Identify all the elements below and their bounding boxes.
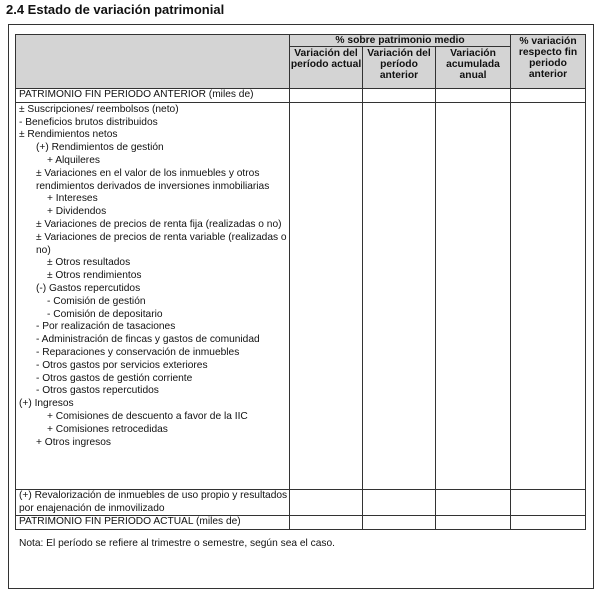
row-otros-rendimientos: ± Otros rendimientos xyxy=(47,270,142,282)
header-blank xyxy=(16,35,290,89)
header-group: % sobre patrimonio medio xyxy=(290,35,511,47)
row-gestion-corriente: - Otros gastos de gestión corriente xyxy=(36,372,193,384)
row-otros-gastos: - Otros gastos repercutidos xyxy=(36,385,159,397)
variation-table xyxy=(15,34,586,530)
row-variaciones-inmuebles: ± Variaciones en el valor de los inmuebles y otros rendimientos derivados de inversiones inmobiliarias xyxy=(36,167,270,192)
section-title: 2.4 Estado de variación patrimonial xyxy=(6,2,225,17)
row-otros-resultados: ± Otros resultados xyxy=(47,257,131,269)
row-comisiones-descuento: + Comisiones de descuento a favor de la IIC xyxy=(47,410,248,422)
row-comision-gestion: - Comisión de gestión xyxy=(47,295,146,307)
row-comisiones-retrocedidas: + Comisiones retrocedidas xyxy=(47,423,168,435)
footnote: Nota: El período se refiere al trimestre o semestre, según sea el caso. xyxy=(19,538,335,549)
row-renta-variable: ± Variaciones de precios de renta variable (realizadas o no) xyxy=(36,231,287,256)
row-otros-ingresos: + Otros ingresos xyxy=(36,436,112,448)
row-comision-depositario: - Comisión de depositario xyxy=(47,308,163,320)
header-col2: Variación del período anterior xyxy=(363,47,436,89)
row-patrimonio-anterior: PATRIMONIO FIN PERIODO ANTERIOR (miles de) xyxy=(16,89,290,103)
row-patrimonio-actual: PATRIMONIO FIN PERIODO ACTUAL (miles de) xyxy=(16,516,290,530)
header-col1: Variación del período actual xyxy=(290,47,363,89)
row-administracion-fincas: - Administración de fincas y gastos de comunidad xyxy=(36,334,260,346)
row-reparaciones: - Reparaciones y conservación de inmuebles xyxy=(36,346,240,358)
header-col3: Variación acumulada anual xyxy=(436,47,511,89)
row-beneficios: - Beneficios brutos distribuidos xyxy=(19,116,158,128)
row-ingresos: (+) Ingresos xyxy=(19,398,74,410)
row-gastos-repercutidos: (-) Gastos repercutidos xyxy=(36,282,141,294)
row-tasaciones: - Por realización de tasaciones xyxy=(36,321,176,333)
row-intereses: + Intereses xyxy=(47,193,98,205)
row-renta-fija: ± Variaciones de precios de renta fija (realizadas o no) xyxy=(36,218,282,230)
row-alquileres: + Alquileres xyxy=(47,154,100,166)
row-servicios-exteriores: - Otros gastos por servicios exteriores xyxy=(36,359,208,371)
row-dividendos: + Dividendos xyxy=(47,206,107,218)
header-col4: % variación respecto fin periodo anterior xyxy=(511,35,586,89)
row-rendimientos-gestion: (+) Rendimientos de gestión xyxy=(36,142,164,154)
row-revalorizacion: (+) Revalorización de inmuebles de uso propio y resultados por enajenación de inmovilizado xyxy=(16,489,290,516)
row-rendimientos-netos: ± Rendimientos netos xyxy=(19,129,118,141)
row-suscripciones: ± Suscripciones/ reembolsos (neto) xyxy=(19,103,179,115)
